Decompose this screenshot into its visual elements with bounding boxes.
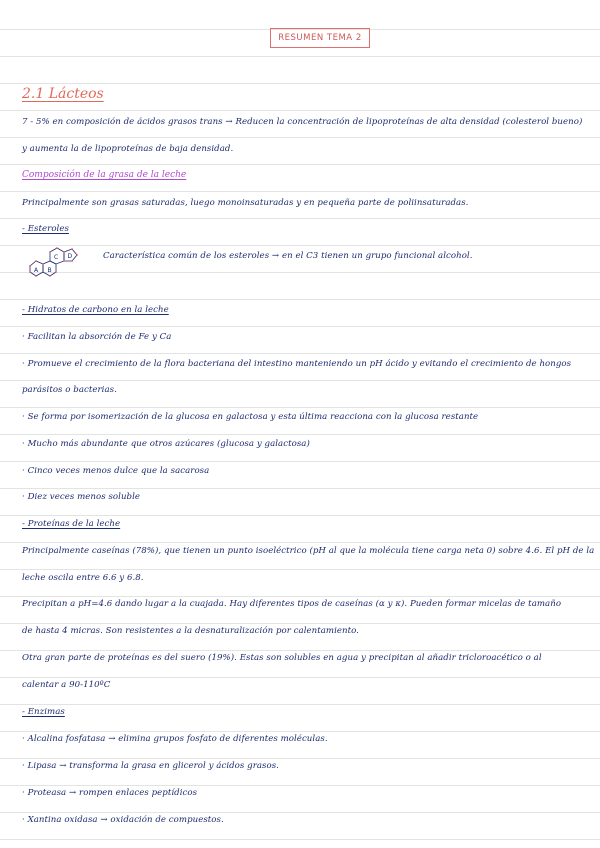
ring-label-b: B [47, 267, 52, 274]
carbs-item-2: · Promueve el crecimiento de la flora bacteriana del intestino manteniendo un pH ácido y evitando el crecimiento de hongos [22, 359, 572, 369]
enzymes-item-1: · Alcalina fosfatasa → elimina grupos fosfato de diferentes moléculas. [22, 734, 328, 744]
proteins-line-5: Otra gran parte de proteínas es del suero (19%). Estas son solubles en agua y precipitan al añadir tricloroacético o al [22, 653, 542, 663]
carbs-heading: - Hidratos de carbono en la leche [22, 305, 169, 315]
carbs-item-4: · Mucho más abundante que otros azúcares (glucosa y galactosa) [22, 439, 310, 449]
proteins-line-3: Precipitan a pH=4.6 dando lugar a la cuajada. Hay diferentes tipos de caseínas (α y κ). Pueden formar micelas de tamaño [22, 599, 562, 609]
intro-line-1: 7 - 5% en composición de ácidos grasos trans → Reducen la concentración de lipoproteínas de alta densidad (colesterol bueno) [22, 117, 583, 127]
fat-heading: Composición de la grasa de la leche [22, 170, 187, 180]
enzymes-item-3: · Proteasa → rompen enlaces peptídicos [22, 788, 198, 798]
sterols-heading: - Esteroles [22, 224, 69, 234]
ring-label-c: C [54, 254, 59, 261]
carbs-item-1: · Facilitan la absorción de Fe y Ca [22, 332, 172, 342]
enzymes-item-2: · Lipasa → transforma la grasa en glicerol y ácidos grasos. [22, 761, 279, 771]
proteins-line-1: Principalmente caseínas (78%), que tienen un punto isoeléctrico (pH al que la molécula tiene carga neta 0) sobre 4.6. El pH de la [22, 546, 595, 556]
ring-label-a: A [34, 267, 39, 274]
enzymes-heading: - Enzimas [22, 707, 65, 717]
intro-line-2: y aumenta la de lipoproteínas de baja densidad. [22, 144, 234, 154]
carbs-item-5: · Cinco veces menos dulce que la sacarosa [22, 466, 210, 476]
carbs-item-6: · Diez veces menos soluble [22, 492, 141, 502]
proteins-heading: - Proteínas de la leche [22, 519, 121, 529]
carbs-item-3: · Se forma por isomerización de la glucosa en galactosa y esta última reacciona con la glucosa restante [22, 412, 479, 422]
page-title: RESUMEN TEMA 2 [270, 28, 370, 48]
enzymes-item-4: · Xantina oxidasa → oxidación de compuestos. [22, 815, 224, 825]
section-heading: 2.1 Lácteos [22, 86, 104, 102]
steroid-rings-diagram [22, 240, 96, 282]
sterols-text: Característica común de los esteroles → en el C3 tienen un grupo funcional alcohol. [103, 251, 473, 261]
proteins-line-6: calentar a 90-110ºC [22, 680, 111, 690]
proteins-line-2: leche oscila entre 6.6 y 6.8. [22, 573, 144, 583]
carbs-item-2-cont: parásitos o bacterias. [22, 385, 117, 395]
fat-text: Principalmente son grasas saturadas, luego monoinsaturadas y en pequeña parte de poliinsaturadas. [22, 198, 469, 208]
proteins-line-4: de hasta 4 micras. Son resistentes a la desnaturalización por calentamiento. [22, 626, 359, 636]
ring-label-d: D [67, 253, 73, 260]
